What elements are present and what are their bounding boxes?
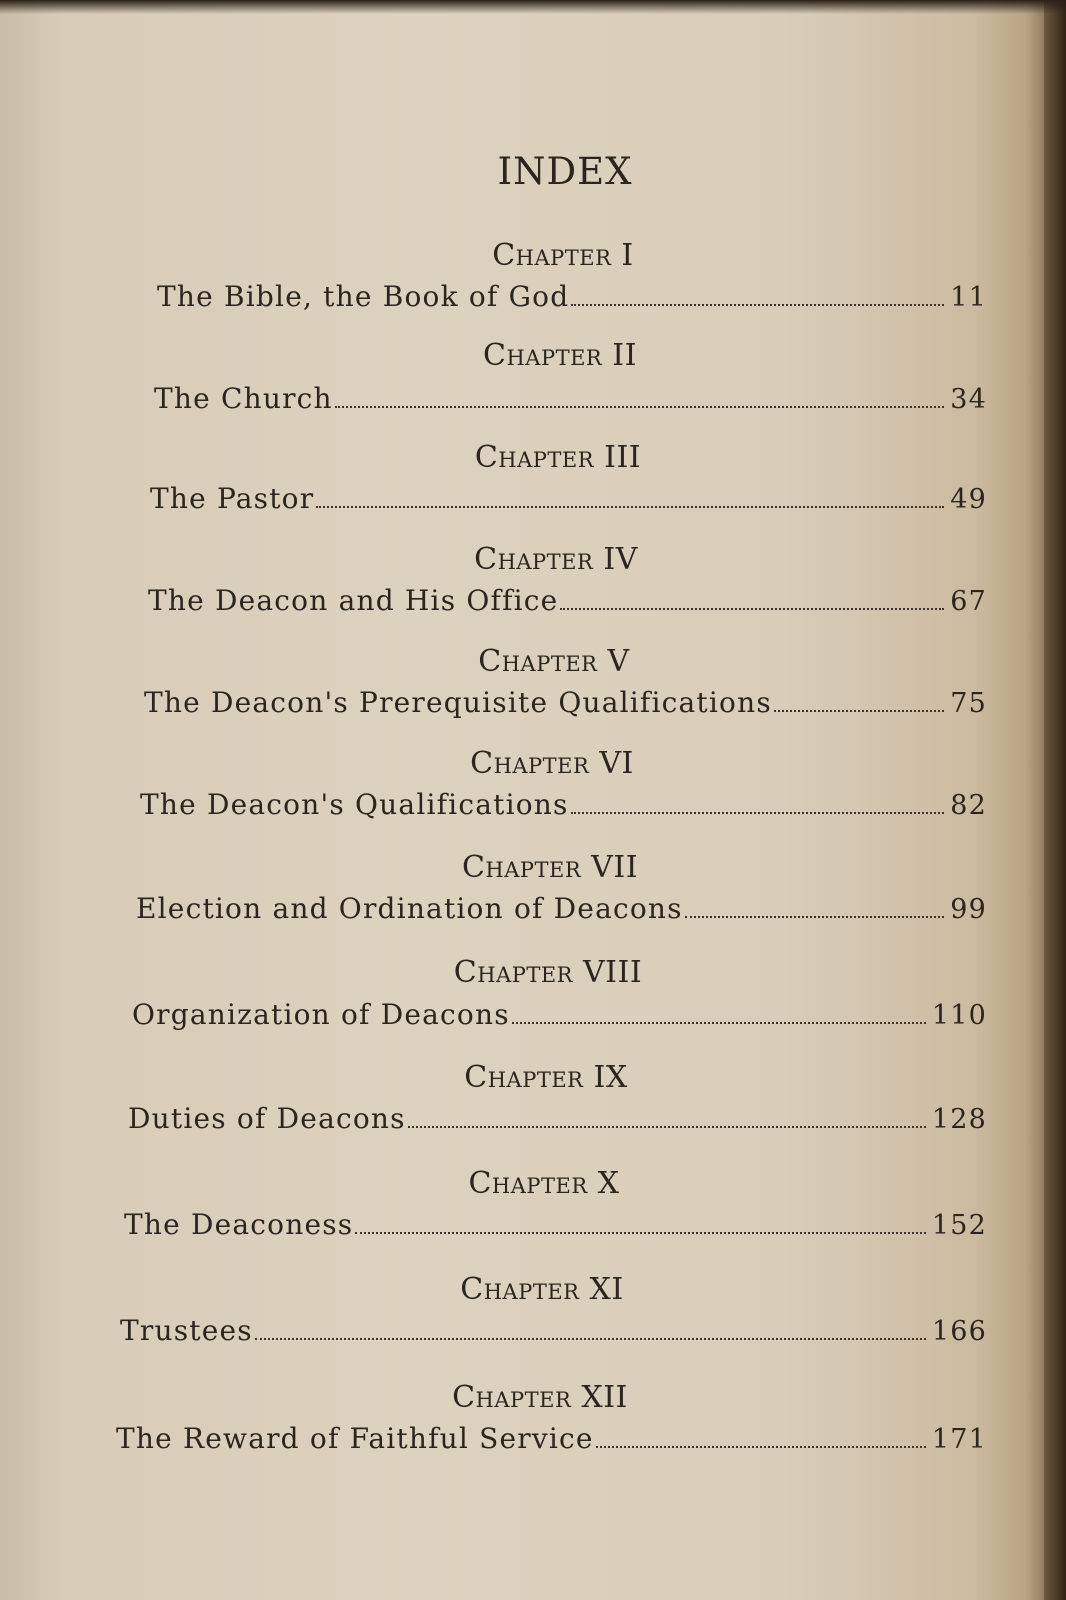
dot-leader — [355, 1231, 925, 1234]
chapter-heading: Chapter VIII — [453, 955, 643, 990]
entry-title: Organization of Deacons — [132, 998, 510, 1031]
dot-leader — [512, 1021, 926, 1024]
entry-title: The Bible, the Book of God — [157, 280, 570, 313]
chapter-heading: Chapter V — [478, 644, 630, 679]
chapter-heading: Chapter I — [492, 238, 634, 273]
toc-entry[interactable] — [136, 892, 987, 925]
page-number: 166 — [931, 1316, 987, 1347]
dot-leader — [560, 607, 944, 610]
chapter-heading: Chapter XI — [460, 1272, 624, 1307]
entry-title: Election and Ordination of Deacons — [136, 892, 683, 925]
dot-leader — [255, 1337, 926, 1340]
chapter-heading: Chapter III — [474, 440, 642, 475]
page-number: 34 — [950, 384, 987, 415]
entry-title: Trustees — [120, 1314, 253, 1347]
page-number: 82 — [950, 790, 987, 821]
toc-entry[interactable] — [157, 280, 987, 313]
page-number: 75 — [950, 688, 987, 719]
dot-leader — [335, 405, 944, 408]
dot-leader — [408, 1125, 926, 1128]
entry-title: The Deacon and His Office — [148, 584, 559, 617]
entry-title: Duties of Deacons — [128, 1102, 406, 1135]
toc-entry[interactable] — [144, 686, 987, 719]
dot-leader — [571, 303, 944, 306]
chapter-heading: Chapter X — [468, 1166, 620, 1201]
entry-title: The Deacon's Prerequisite Qualifications — [144, 686, 772, 719]
toc-entry[interactable] — [120, 1314, 987, 1347]
dot-leader — [685, 915, 945, 918]
toc-entry[interactable] — [140, 788, 987, 821]
page-number: 152 — [931, 1210, 987, 1241]
entry-title: The Deacon's Qualifications — [140, 788, 569, 821]
dot-leader — [774, 709, 944, 712]
entry-title: The Pastor — [150, 482, 315, 515]
page-number: 110 — [931, 1000, 987, 1031]
toc-entry[interactable] — [116, 1422, 987, 1455]
chapter-heading: Chapter II — [483, 338, 637, 373]
toc-entry[interactable] — [128, 1102, 987, 1135]
page-number: 171 — [931, 1424, 987, 1455]
chapter-heading: Chapter VI — [470, 746, 634, 781]
page-title: INDEX — [497, 150, 633, 193]
page-number: 49 — [950, 484, 987, 515]
entry-title: The Deaconess — [124, 1208, 354, 1241]
chapter-heading: Chapter IX — [464, 1060, 628, 1095]
dot-leader — [571, 811, 945, 814]
chapter-heading: Chapter VII — [461, 850, 639, 885]
page-number: 67 — [950, 586, 987, 617]
page-number: 99 — [950, 894, 987, 925]
page-number: 128 — [931, 1104, 987, 1135]
toc-entry[interactable] — [148, 584, 987, 617]
dot-leader — [316, 505, 944, 508]
entry-title: The Reward of Faithful Service — [116, 1422, 594, 1455]
toc-entry[interactable] — [124, 1208, 987, 1241]
toc-entry[interactable] — [154, 382, 987, 415]
toc-entry[interactable] — [132, 998, 987, 1031]
chapter-heading: Chapter IV — [474, 542, 638, 577]
entry-title: The Church — [154, 382, 333, 415]
toc-entry[interactable] — [150, 482, 987, 515]
chapter-heading: Chapter XII — [452, 1380, 628, 1415]
page-number: 11 — [950, 282, 987, 313]
dot-leader — [596, 1445, 926, 1448]
page-edge — [1044, 0, 1066, 1600]
